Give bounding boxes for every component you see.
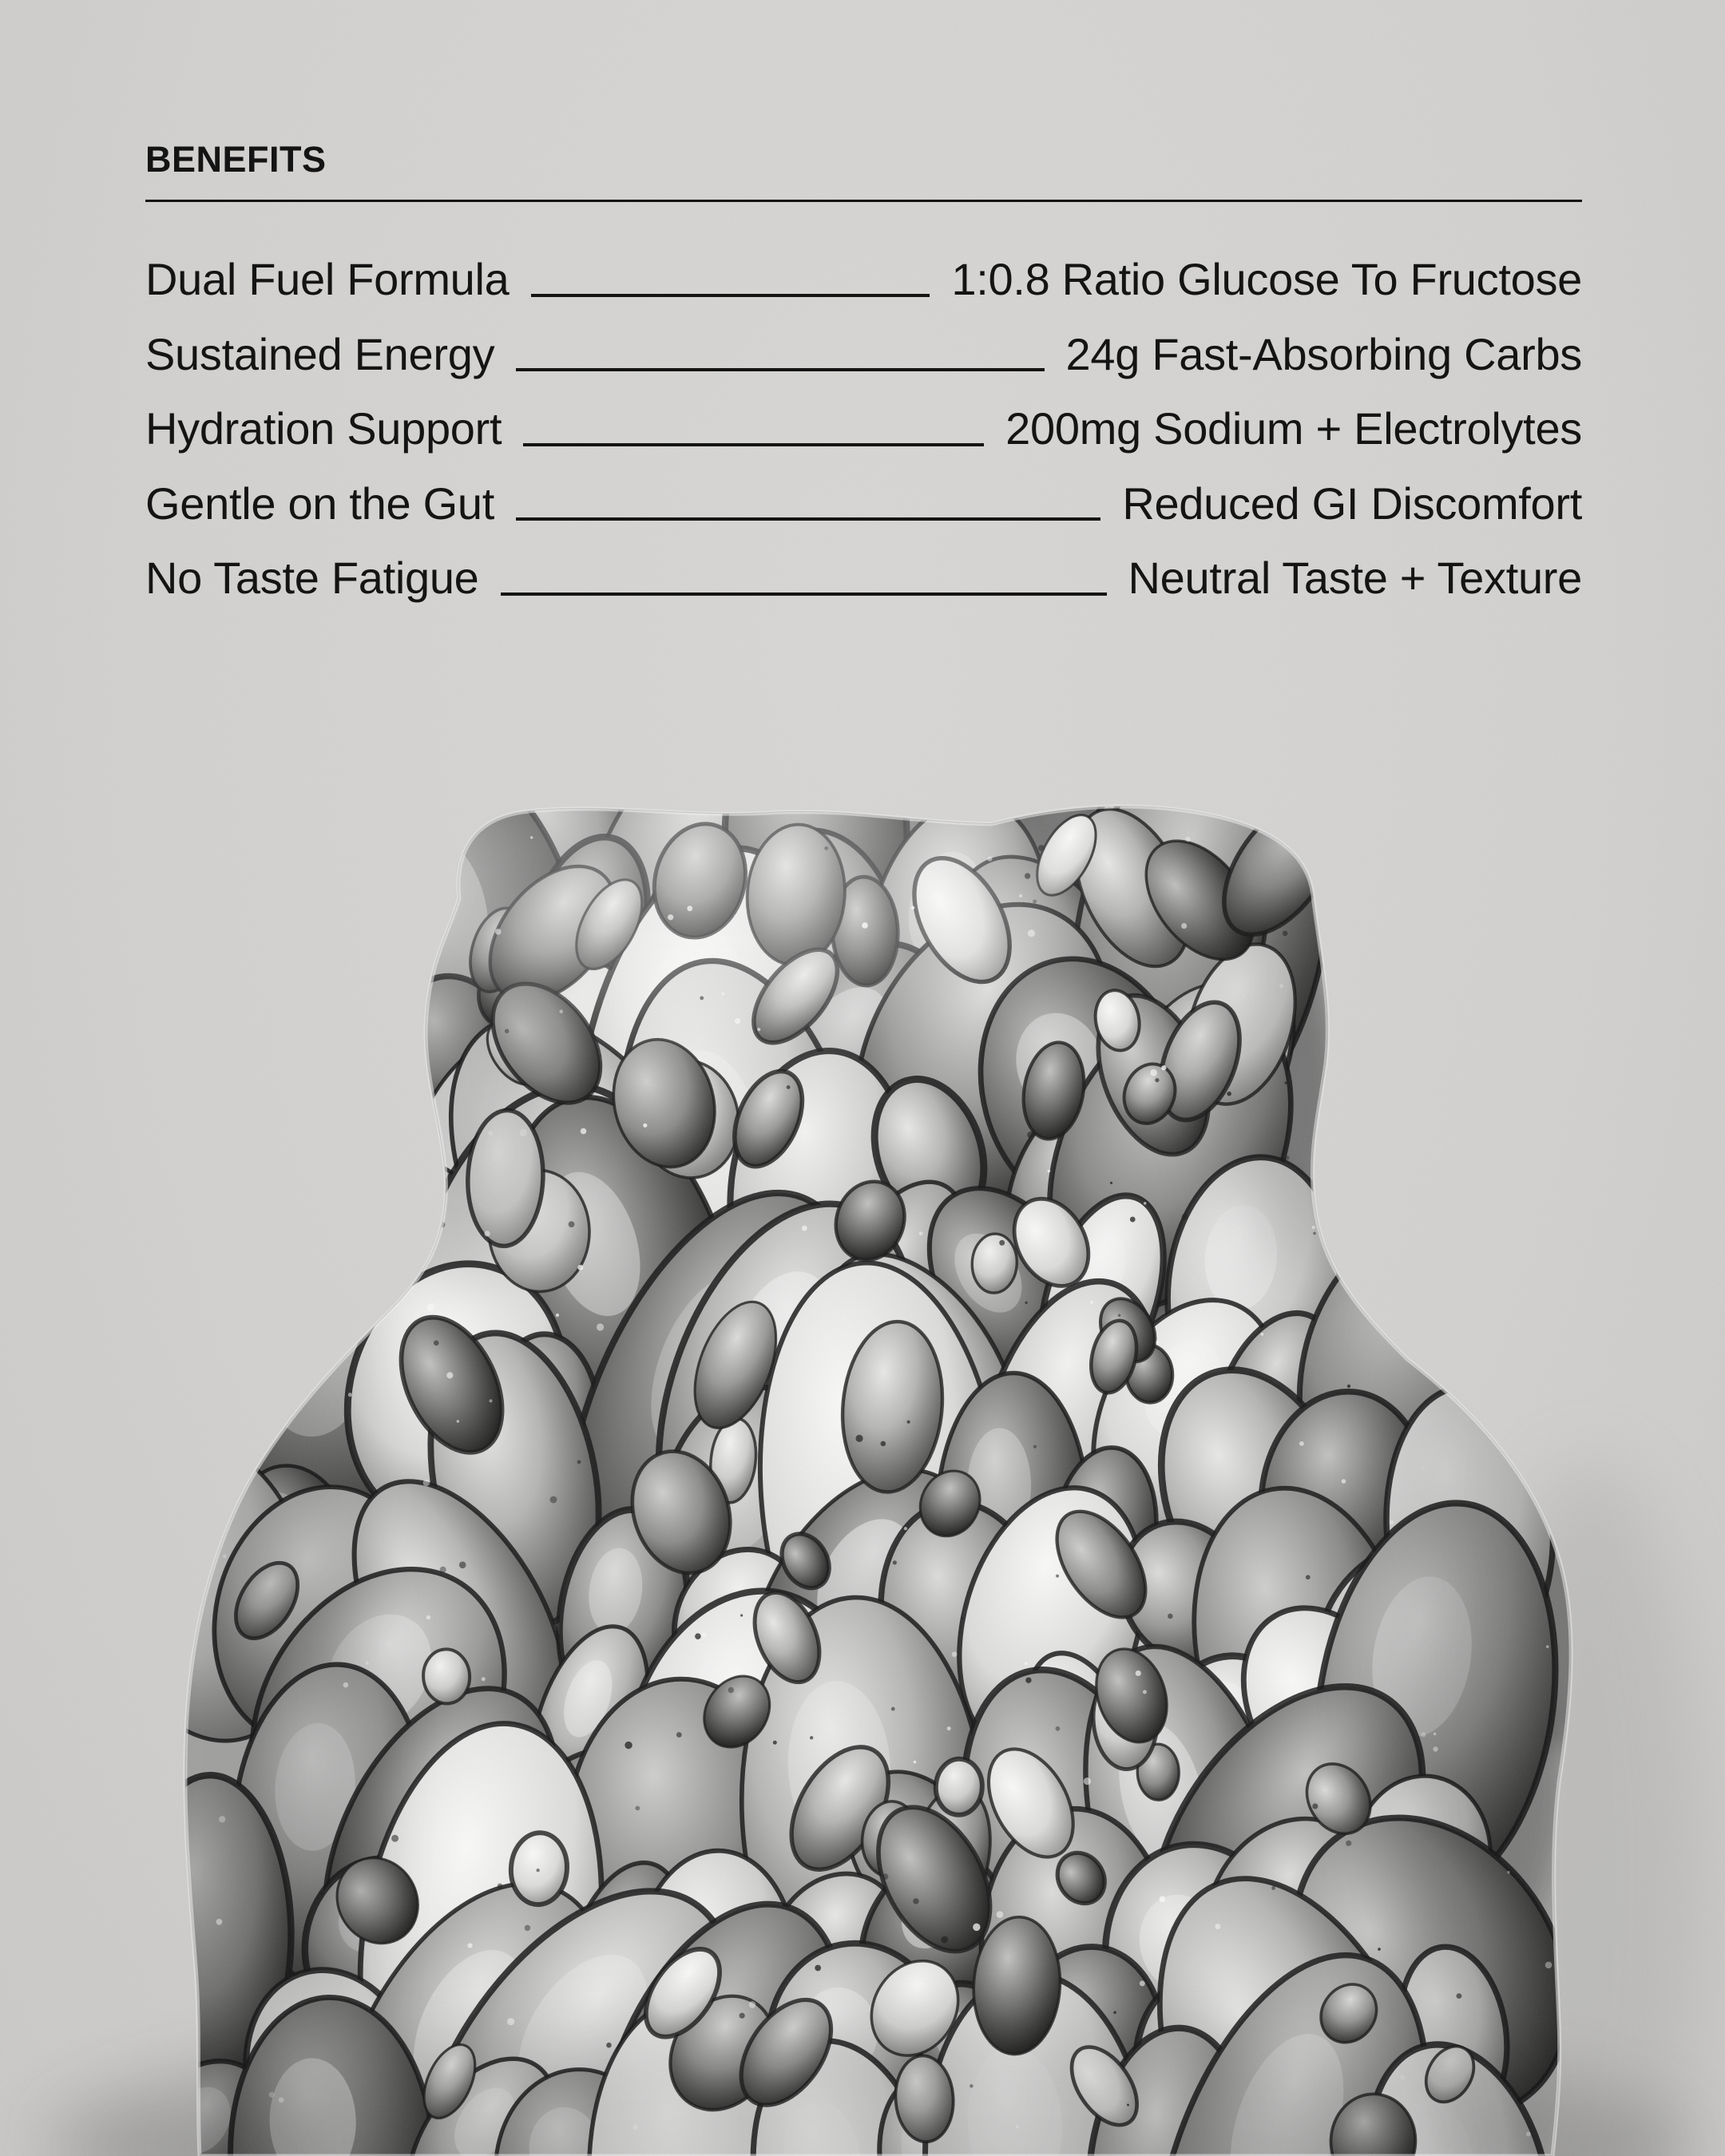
benefit-value: 24g Fast-Absorbing Carbs bbox=[1065, 328, 1582, 379]
benefit-label: Sustained Energy bbox=[145, 328, 495, 379]
benefit-value: 200mg Sodium + Electrolytes bbox=[1005, 403, 1582, 454]
benefit-label: Dual Fuel Formula bbox=[145, 254, 510, 305]
benefit-value: 1:0.8 Ratio Glucose To Fructose bbox=[951, 254, 1582, 305]
leader-line bbox=[501, 593, 1107, 596]
benefit-row bbox=[145, 242, 1582, 317]
benefit-value: Reduced GI Discomfort bbox=[1122, 478, 1582, 529]
benefit-label: Gentle on the Gut bbox=[145, 478, 494, 529]
benefit-label: Hydration Support bbox=[145, 403, 502, 454]
leader-line bbox=[516, 368, 1044, 371]
benefits-list bbox=[145, 242, 1582, 616]
benefit-value: Neutral Taste + Texture bbox=[1128, 553, 1582, 604]
leader-line bbox=[516, 517, 1100, 521]
benefit-row bbox=[145, 541, 1582, 616]
benefit-label: No Taste Fatigue bbox=[145, 553, 479, 604]
benefits-heading: BENEFITS bbox=[145, 139, 327, 180]
leader-line bbox=[531, 294, 930, 297]
benefit-row bbox=[145, 391, 1582, 466]
benefit-row bbox=[145, 317, 1582, 392]
heading-rule bbox=[145, 200, 1582, 202]
benefit-row bbox=[145, 466, 1582, 541]
leader-line bbox=[523, 443, 984, 446]
